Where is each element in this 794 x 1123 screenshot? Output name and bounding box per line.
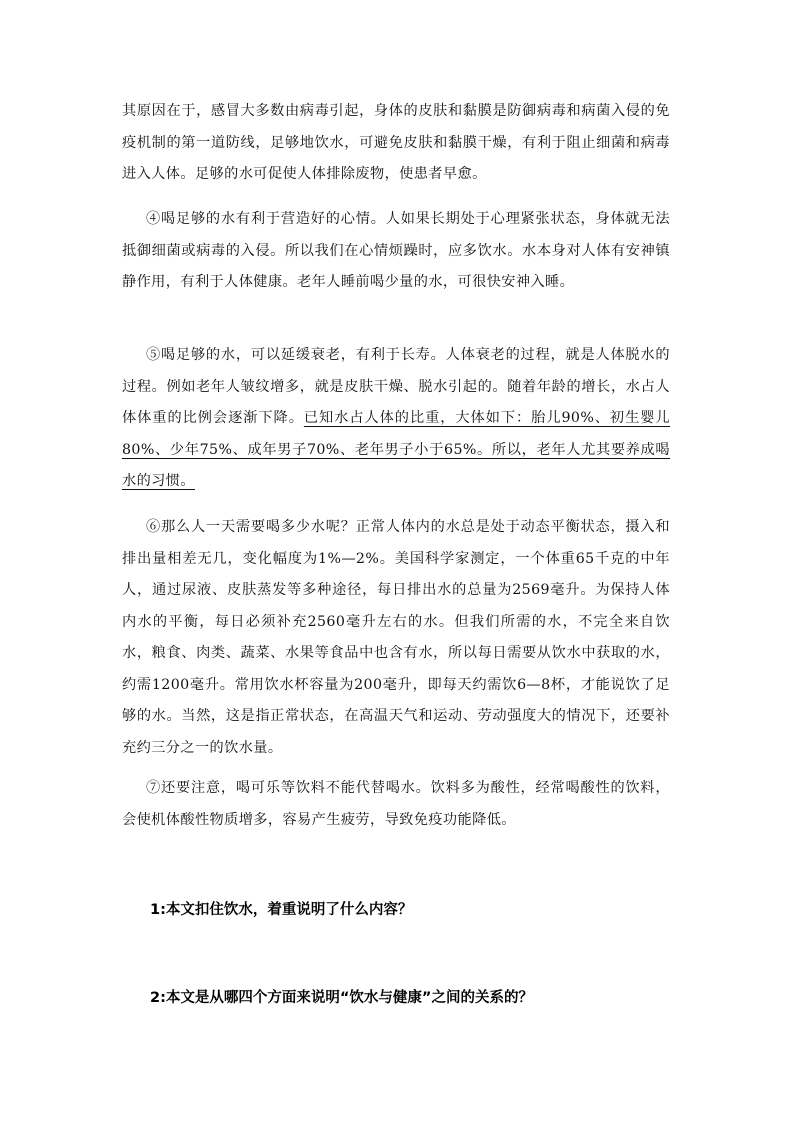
paragraph-5-underlined-text: 已知水占人体的比重，大体如下：胎儿90%、初生婴儿80%、少年75%、成年男子70%、老年男子小于65%。所以，老年人尤其要养成喝水的习惯。: [122, 410, 670, 489]
paragraph-6: ⑥那么人一天需要喝多少水呢？正常人体内的水总是处于动态平衡状态，摄入和排出量相差无几，变化幅度为1%—2%。美国科学家测定，一个体重65千克的中年人，通过尿液、皮肤蒸发等多种途径，每日排出水的总量为2569毫升。为保持人体内水的平衡，每日必须补充2560毫升左右的水。但我们所需的水，不完全来自饮水，粮食、肉类、蔬菜、水果等食品中也含有水，所以每日需要从饮水中获取的水，约需1200毫升。常用饮水杯容量为200毫升，即每天约需饮6—8杯，才能说饮了足够的水。当然，这是指正常状态，在高温天气和运动、劳动强度大的情况下，还要补充约三分之一的饮水量。: [122, 519, 670, 756]
paragraph-5: [122, 340, 670, 498]
paragraph-7: ⑦还要注意，喝可乐等饮料不能代替喝水。饮料多为酸性，经常喝酸性的饮料，会使机体酸性物质增多，容易产生疲劳，导致免疫功能降低。: [122, 780, 670, 828]
question-2: 2:本文是从哪四个方面来说明“饮水与健康”之间的关系的？: [150, 990, 533, 1006]
question-1: 1:本文扣住饮水，着重说明了什么内容？: [150, 902, 413, 918]
paragraph-4: ④喝足够的水有利于营造好的心情。人如果长期处于心理紧张状态，身体就无法抵御细菌或病毒的入侵。所以我们在心情烦躁时，应多饮水。水本身对人体有安神镇静作用，有利于人体健康。老年人睡前喝少量的水，可很快安神入睡。: [122, 211, 670, 290]
paragraph-5-text: ⑤喝足够的水，可以延缓衰老，有利于长寿。人体衰老的过程，就是人体脱水的过程。例如老年人皱纹增多，就是皮肤干燥、脱水引起的。随着年龄的增长，水占人体体重的比例会逐渐下降。: [122, 347, 670, 426]
paragraph-continued: 其原因在于，感冒大多数由病毒引起，身体的皮肤和黏膜是防御病毒和病菌入侵的免疫机制的第一道防线，足够地饮水，可避免皮肤和黏膜干燥，有利于阻止细菌和病毒进入人体。足够的水可促使人体排除废物，使患者早愈。: [122, 103, 670, 182]
